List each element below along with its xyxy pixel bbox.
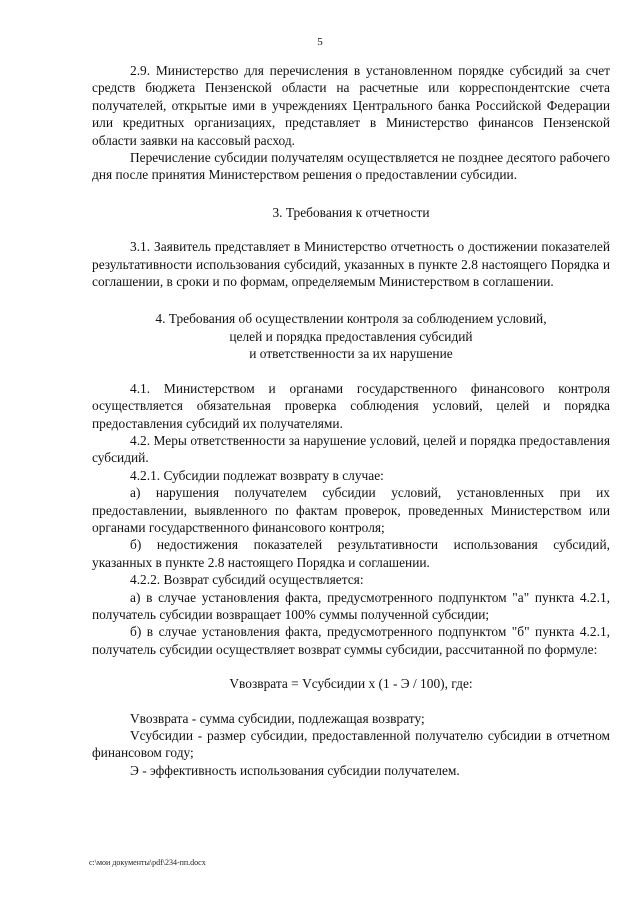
paragraph-4-2-1-b: б) недостижения показателей результативности использования субсидий, указанных в пункте 2.8 настоящего Порядка и соглашении.: [92, 537, 610, 570]
definition-v-return: Vвозврата - сумма субсидии, подлежащая возврату;: [130, 710, 425, 726]
definition-efficiency: Э - эффективность использования субсидии получателем.: [130, 762, 460, 778]
definition-v-subsidy: Vсубсидии - размер субсидии, предоставленной получателю субсидии в отчетном финансовом году;: [92, 728, 610, 761]
paragraph-2-9: 2.9. Министерство для перечисления в установленном порядке субсидий за счет средств бюджета Пензенской области на расчетные или корреспондентские счета получателей, открытые ими в учреждениях Центрального банка Российской Федерации или кредитных организациях, представляет в Министерство финансов Пензенской области заявки на кассовый расход.: [92, 63, 610, 148]
section-heading-4-line-3: и ответственности за их нарушение: [249, 346, 453, 362]
page-number: 5: [317, 36, 323, 48]
section-heading-4-line-2: целей и порядка предоставления субсидий: [229, 328, 473, 344]
refund-formula: Vвозврата = Vсубсидии x (1 - Э / 100), где:: [229, 676, 473, 692]
section-heading-3: 3. Требования к отчетности: [272, 204, 430, 220]
paragraph-4-1: 4.1. Министерством и органами государственного финансового контроля осуществляется обязательная проверка соблюдения условий, целей и порядка предоставления субсидий их получателями.: [92, 380, 610, 431]
document-body: [92, 62, 610, 779]
paragraph-4-2: 4.2. Меры ответственности за нарушение условий, целей и порядка предоставления субсидий.: [92, 432, 610, 466]
paragraph-4-2-2-a: а) в случае установления факта, предусмотренного подпунктом "а" пункта 4.2.1, получатель субсидии возвращает 100% суммы полученной субсидии;: [92, 589, 610, 622]
paragraph-4-2-2-b: б) в случае установления факта, предусмотренного подпунктом "б" пункта 4.2.1, получатель субсидии осуществляет возврат суммы субсидии, рассчитанной по формуле:: [92, 624, 610, 657]
footer-file-path: c:\мои документы\pdf\234-пп.docx: [89, 858, 206, 867]
paragraph-transfer-deadline: Перечисление субсидии получателям осуществляется не позднее десятого рабочего дня после принятия Министерством решения о предоставлении субсидии.: [92, 150, 610, 183]
paragraph-4-2-1: 4.2.1. Субсидии подлежат возврату в случае:: [130, 467, 384, 483]
paragraph-3-1: 3.1. Заявитель представляет в Министерство отчетность о достижении показателей результативности использования субсидий, указанных в пункте 2.8 настоящего Порядка и соглашении, в сроки и по формам, определяемым Министерством в соглашении.: [92, 239, 610, 290]
section-heading-4-line-1: 4. Требования об осуществлении контроля за соблюдением условий,: [155, 311, 547, 327]
paragraph-4-2-1-a: а) нарушения получателем субсидии условий, установленных при их предоставлении, выявленного по фактам проверок, проведенных Министерством или органами государственного финансового контроля;: [92, 485, 610, 535]
paragraph-4-2-2: 4.2.2. Возврат субсидий осуществляется:: [130, 572, 364, 588]
